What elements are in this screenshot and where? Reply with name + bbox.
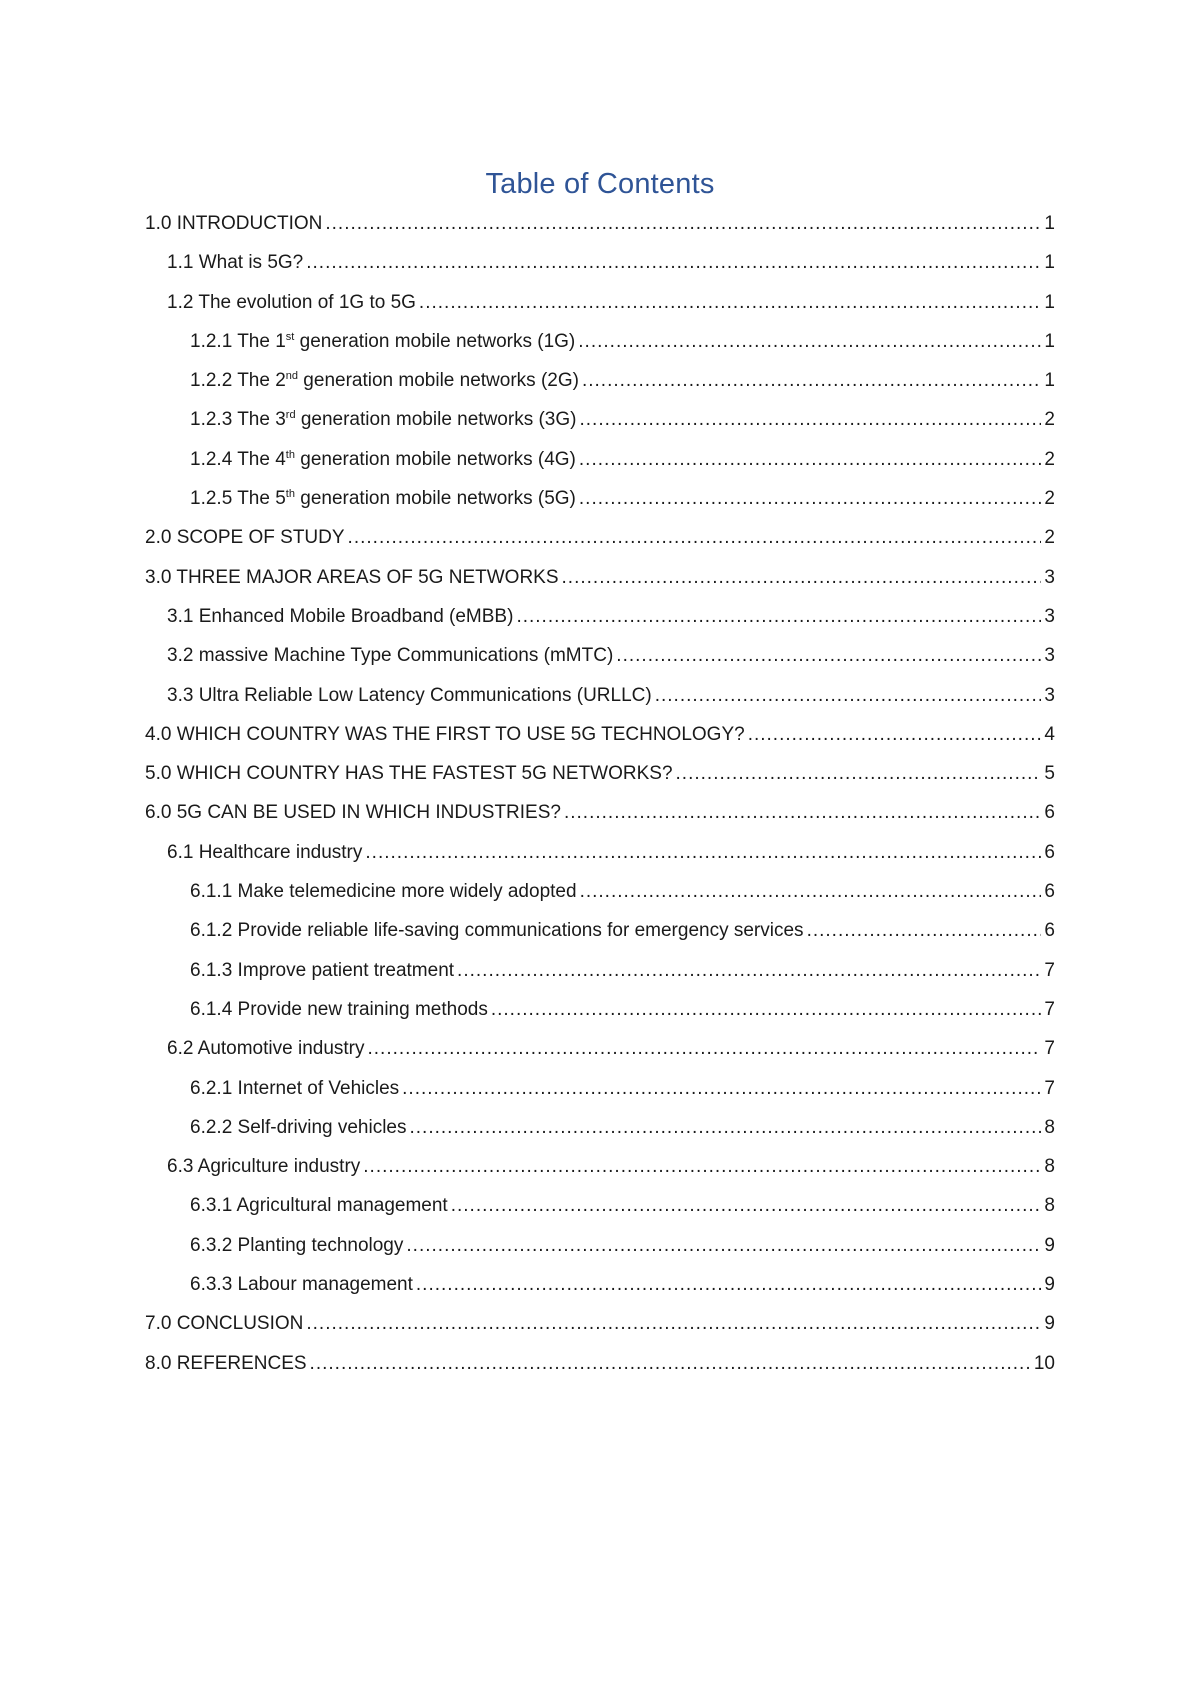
- dot-leader: [363, 1155, 1041, 1179]
- dot-leader: [748, 723, 1042, 747]
- toc-entry-title: 6.3 Agriculture industry: [167, 1156, 361, 1178]
- toc-page-number: 3: [1044, 566, 1055, 588]
- toc-page-number: 1: [1044, 291, 1055, 313]
- toc-entry-title-suffix: generation mobile networks (2G): [298, 370, 579, 392]
- toc-page-number: 5: [1044, 763, 1055, 785]
- toc-entry[interactable]: [145, 526, 1055, 565]
- toc-page-number: 1: [1044, 330, 1055, 352]
- toc-entry-title: 3.0 THREE MAJOR AREAS OF 5G NETWORKS: [145, 566, 559, 588]
- toc-page-number: 9: [1044, 1274, 1055, 1296]
- toc-entry-title: [190, 448, 576, 472]
- toc-entry-title: 6.3.3 Labour management: [190, 1274, 413, 1296]
- toc-page-number: 6: [1044, 841, 1055, 863]
- dot-leader: [368, 1037, 1042, 1061]
- toc-entry[interactable]: [145, 251, 1055, 290]
- dot-leader: [410, 1116, 1042, 1140]
- dot-leader: [579, 408, 1041, 432]
- toc-page-number: 1: [1044, 252, 1055, 274]
- dot-leader: [491, 998, 1042, 1022]
- toc-entry-title: 8.0 REFERENCES: [145, 1352, 307, 1374]
- toc-entry[interactable]: [145, 684, 1055, 723]
- toc-page-number: 8: [1044, 1195, 1055, 1217]
- dot-leader: [419, 291, 1042, 315]
- toc-entry-title: 3.3 Ultra Reliable Low Latency Communications (URLLC): [167, 684, 652, 706]
- toc-entry-title: [190, 487, 576, 511]
- dot-leader: [348, 526, 1042, 550]
- toc-page-number: 8: [1044, 1156, 1055, 1178]
- toc-entry[interactable]: [145, 212, 1055, 251]
- toc-entry-title: [190, 408, 576, 432]
- toc-page-number: 6: [1044, 920, 1055, 942]
- toc-entry-title: 6.1.3 Improve patient treatment: [190, 959, 455, 981]
- toc-page-number: 7: [1044, 1038, 1055, 1060]
- toc-page-number: 9: [1044, 1313, 1055, 1335]
- toc-entry[interactable]: [145, 1194, 1055, 1233]
- toc-page-number: 2: [1044, 527, 1055, 549]
- page-title: Table of Contents: [485, 168, 715, 200]
- toc-page-number: 2: [1044, 409, 1055, 431]
- toc-entry[interactable]: [145, 448, 1055, 487]
- toc-entry-title: 6.2.2 Self-driving vehicles: [190, 1116, 407, 1138]
- toc-entry[interactable]: [145, 1273, 1055, 1312]
- toc-page-number: 9: [1044, 1234, 1055, 1256]
- toc-entry[interactable]: [145, 1037, 1055, 1076]
- toc-page-number: 3: [1044, 605, 1055, 627]
- toc-entry[interactable]: [145, 291, 1055, 330]
- dot-leader: [676, 762, 1042, 786]
- dot-leader: [564, 801, 1041, 825]
- toc-entry-title: 6.3.1 Agricultural management: [190, 1195, 448, 1217]
- toc-page-number: 7: [1044, 998, 1055, 1020]
- toc-entry-title: 6.1.4 Provide new training methods: [190, 998, 488, 1020]
- dot-leader: [402, 1077, 1041, 1101]
- toc-entry[interactable]: [145, 566, 1055, 605]
- dot-leader: [807, 919, 1042, 943]
- dot-leader: [655, 684, 1042, 708]
- toc-entry-title: [190, 330, 575, 354]
- dot-leader: [616, 644, 1041, 668]
- toc-page-number: 2: [1044, 448, 1055, 470]
- toc-entry[interactable]: [145, 1312, 1055, 1351]
- table-of-contents: [145, 212, 1055, 1391]
- toc-page-number: 7: [1044, 1077, 1055, 1099]
- toc-page-number: 4: [1044, 723, 1055, 745]
- dot-leader: [306, 1312, 1041, 1336]
- dot-leader: [416, 1273, 1042, 1297]
- dot-leader: [579, 448, 1042, 472]
- dot-leader: [457, 959, 1041, 983]
- toc-entry-title: 7.0 CONCLUSION: [145, 1313, 304, 1335]
- toc-entry-title: 6.1 Healthcare industry: [167, 841, 363, 863]
- toc-entry[interactable]: [145, 762, 1055, 801]
- toc-entry-title-suffix: generation mobile networks (1G): [294, 330, 576, 352]
- toc-entry-title: 1.2 The evolution of 1G to 5G: [167, 291, 416, 313]
- dot-leader: [582, 369, 1041, 393]
- ordinal-suffix: th: [285, 448, 295, 461]
- ordinal-suffix: rd: [285, 409, 296, 422]
- toc-entry[interactable]: [145, 1352, 1055, 1391]
- dot-leader: [365, 841, 1041, 865]
- toc-entry[interactable]: [145, 919, 1055, 958]
- toc-entry-title: 6.3.2 Planting technology: [190, 1234, 404, 1256]
- toc-page-number: 1: [1044, 370, 1055, 392]
- toc-entry[interactable]: [145, 408, 1055, 447]
- toc-page-number: 3: [1044, 645, 1055, 667]
- ordinal-suffix: nd: [285, 370, 299, 383]
- toc-entry-title: 6.0 5G CAN BE USED IN WHICH INDUSTRIES?: [145, 802, 561, 824]
- toc-entry[interactable]: [145, 841, 1055, 880]
- toc-entry[interactable]: [145, 1155, 1055, 1194]
- toc-page-number: 8: [1044, 1116, 1055, 1138]
- dot-leader: [579, 487, 1042, 511]
- toc-entry-title: 3.2 massive Machine Type Communications (mMTC): [167, 645, 614, 667]
- toc-entry-title: 6.2 Automotive industry: [167, 1038, 365, 1060]
- toc-entry-title: 4.0 WHICH COUNTRY WAS THE FIRST TO USE 5G TECHNOLOGY?: [145, 723, 745, 745]
- toc-entry-title-suffix: generation mobile networks (3G): [295, 409, 577, 431]
- dot-leader: [516, 605, 1041, 629]
- toc-page-number: 6: [1044, 802, 1055, 824]
- toc-entry-title: 6.1.1 Make telemedicine more widely adopted: [190, 881, 577, 903]
- toc-entry-title: 6.2.1 Internet of Vehicles: [190, 1077, 400, 1099]
- toc-page-number: 3: [1044, 684, 1055, 706]
- toc-entry-title-prefix: 1.2.4 The 4: [190, 448, 286, 470]
- toc-entry[interactable]: [145, 644, 1055, 683]
- ordinal-suffix: st: [285, 330, 295, 343]
- toc-entry[interactable]: [145, 369, 1055, 408]
- toc-entry[interactable]: [145, 487, 1055, 526]
- toc-entry[interactable]: [145, 1077, 1055, 1116]
- toc-entry[interactable]: [145, 330, 1055, 369]
- dot-leader: [310, 1352, 1031, 1376]
- toc-entry-title-prefix: 1.2.3 The 3: [190, 409, 286, 431]
- dot-leader: [325, 212, 1041, 236]
- dot-leader: [406, 1234, 1041, 1258]
- toc-entry[interactable]: [145, 723, 1055, 762]
- toc-entry-title: [190, 369, 579, 393]
- toc-entry[interactable]: [145, 1234, 1055, 1273]
- toc-entry[interactable]: [145, 998, 1055, 1037]
- toc-entry-title: 1.1 What is 5G?: [167, 252, 304, 274]
- toc-entry-title-prefix: 1.2.5 The 5: [190, 488, 286, 510]
- toc-page-number: 1: [1044, 213, 1055, 234]
- toc-entry-title-prefix: 1.2.2 The 2: [190, 370, 286, 392]
- dot-leader: [451, 1194, 1042, 1218]
- toc-entry[interactable]: [145, 959, 1055, 998]
- ordinal-suffix: th: [285, 488, 295, 501]
- toc-entry[interactable]: [145, 801, 1055, 840]
- dot-leader: [562, 566, 1042, 590]
- toc-entry[interactable]: [145, 1116, 1055, 1155]
- toc-entry-title: 2.0 SCOPE OF STUDY: [145, 527, 345, 549]
- dot-leader: [578, 330, 1041, 354]
- toc-entry-title: 1.0 INTRODUCTION: [145, 213, 323, 234]
- toc-entry-title: 5.0 WHICH COUNTRY HAS THE FASTEST 5G NETWORKS?: [145, 763, 673, 785]
- dot-leader: [580, 880, 1042, 904]
- toc-page-number: 10: [1033, 1352, 1055, 1374]
- toc-entry-title: 6.1.2 Provide reliable life-saving communications for emergency services: [190, 920, 804, 942]
- toc-entry-title-suffix: generation mobile networks (4G): [294, 448, 576, 470]
- toc-entry-title-prefix: 1.2.1 The 1: [190, 330, 286, 352]
- toc-page-number: 2: [1044, 488, 1055, 510]
- toc-entry[interactable]: [145, 880, 1055, 919]
- toc-page-number: 7: [1044, 959, 1055, 981]
- dot-leader: [306, 251, 1041, 275]
- toc-entry-title-suffix: generation mobile networks (5G): [294, 488, 576, 510]
- toc-entry-title: 3.1 Enhanced Mobile Broadband (eMBB): [167, 605, 514, 627]
- toc-page-number: 6: [1044, 881, 1055, 903]
- toc-entry[interactable]: [145, 605, 1055, 644]
